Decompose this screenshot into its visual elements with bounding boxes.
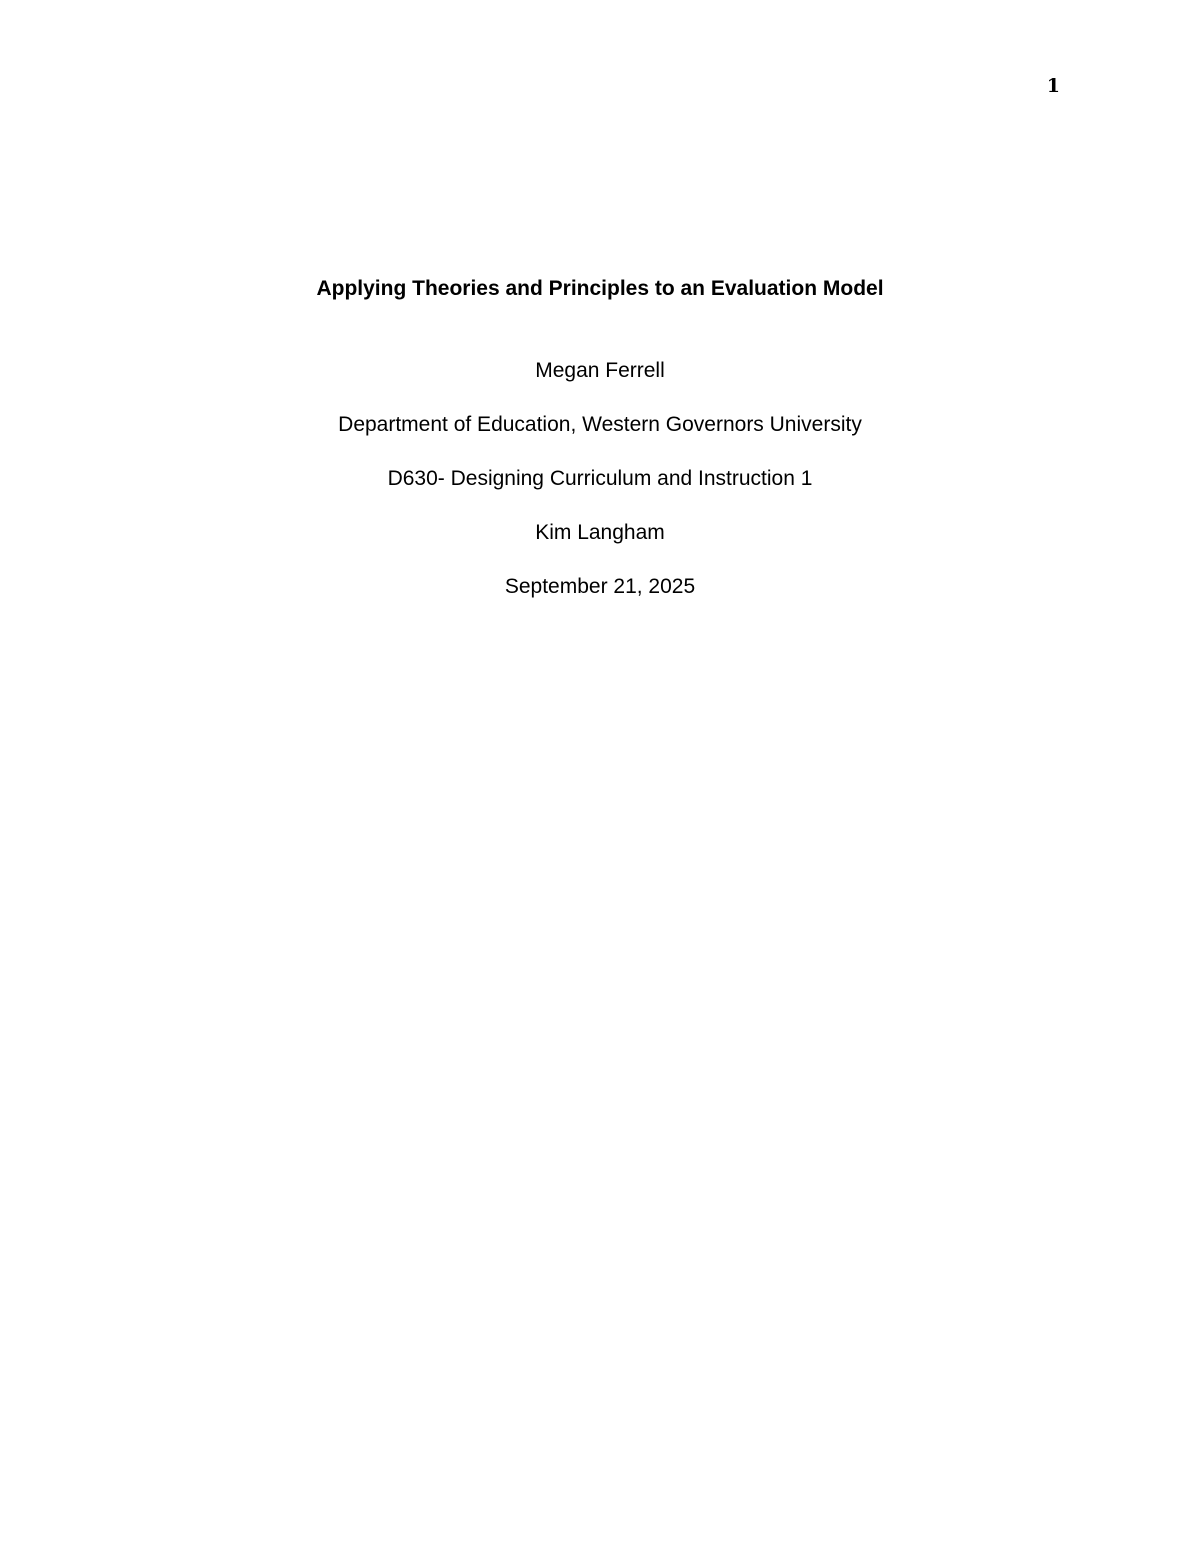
affiliation: Department of Education, Western Governors University — [338, 413, 862, 436]
instructor-name: Kim Langham — [535, 521, 665, 544]
paper-title: Applying Theories and Principles to an Evaluation Model — [316, 277, 884, 300]
submission-date: September 21, 2025 — [504, 575, 696, 598]
title-block — [0, 274, 1200, 626]
page-number: 1 — [1046, 75, 1060, 97]
author-name: Megan Ferrell — [535, 359, 665, 382]
course-name: D630- Designing Curriculum and Instruction 1 — [387, 467, 813, 490]
